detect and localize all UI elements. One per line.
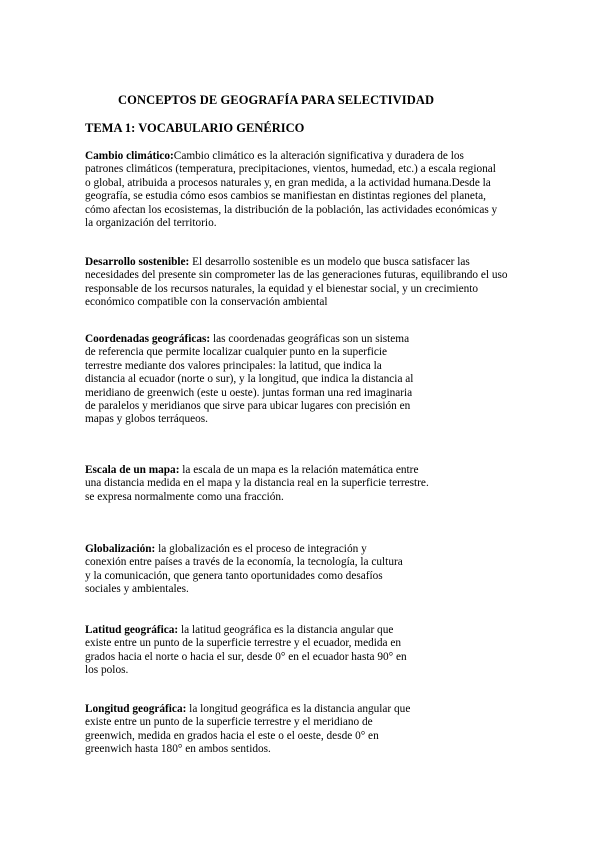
entry-cambio-climatico <box>85 150 500 230</box>
entry-globalizacion <box>85 543 405 597</box>
entry-definition: la latitud geográfica es la distancia angular que existe entre un punto de la superficie terrestre y el ecuador, medida en grados hacia el norte o hacia el sur, desde 0° en el ecuador hasta 90° en los polos. <box>85 624 407 677</box>
entry-term: Cambio climático: <box>85 150 174 162</box>
entry-definition: la globalización es el proceso de integración y conexión entre países a través de la economía, la tecnología, la cultura y la comunicación, que genera tanto oportunidades como desafíos sociales y ambientales. <box>85 543 403 596</box>
entry-longitud-geografica <box>85 703 415 757</box>
entry-escala-de-un-mapa <box>85 464 430 504</box>
entry-term: Escala de un mapa: <box>85 464 180 476</box>
entry-definition: la escala de un mapa es la relación matemática entre una distancia medida en el mapa y la distancia real en la superficie terrestre. se expresa normalmente como una fracción. <box>85 464 429 503</box>
entry-desarrollo-sostenible <box>85 256 510 310</box>
entry-term: Longitud geográfica: <box>85 703 187 715</box>
entry-coordenadas-geograficas <box>85 333 415 427</box>
entry-definition: la longitud geográfica es la distancia angular que existe entre un punto de la superficie terrestre y el meridiano de greenwich, medida en grados hacia el este o el oeste, desde 0° en greenwich hasta 180° en ambos sentidos. <box>85 703 411 756</box>
entry-term: Desarrollo sostenible: <box>85 256 190 268</box>
document-title: CONCEPTOS DE GEOGRAFÍA PARA SELECTIVIDAD <box>118 93 435 107</box>
entry-term: Coordenadas geográficas: <box>85 333 211 345</box>
entry-definition: Cambio climático es la alteración significativa y duradera de los patrones climáticos (temperatura, precipitaciones, vientos, humedad, etc.) a escala regional o global, atribuida a procesos naturales y, en gran medida, a la actividad humana.Desde la geografía, se estudia cómo esos cambios se manifiestan en distintas regiones del planeta, cómo afectan los ecosistemas, la distribución de la población, las actividades económicas y la organización del territorio. <box>85 150 498 230</box>
entry-definition: las coordenadas geográficas son un sistema de referencia que permite localizar cualquier punto en la superficie terrestre mediante dos valores principales: la latitud, que indica la distancia al ecuador (norte o sur), y la longitud, que indica la distancia al meridiano de greenwich (este u oeste). juntas forman una red imaginaria de paralelos y meridianos que sirve para ubicar lugares con precisión en mapas y globos terráqueos. <box>85 333 414 426</box>
section-heading: TEMA 1: VOCABULARIO GENÉRICO <box>85 121 305 135</box>
entry-term: Globalización: <box>85 543 156 555</box>
entry-term: Latitud geográfica: <box>85 624 179 636</box>
entry-definition: El desarrollo sostenible es un modelo que busca satisfacer las necesidades del presente sin comprometer las de las generaciones futuras, equilibrando el uso responsable de los recursos naturales, la equidad y el bienestar social, y un crecimiento económico compatible con la conservación ambiental <box>85 256 508 309</box>
entry-latitud-geografica <box>85 624 420 678</box>
